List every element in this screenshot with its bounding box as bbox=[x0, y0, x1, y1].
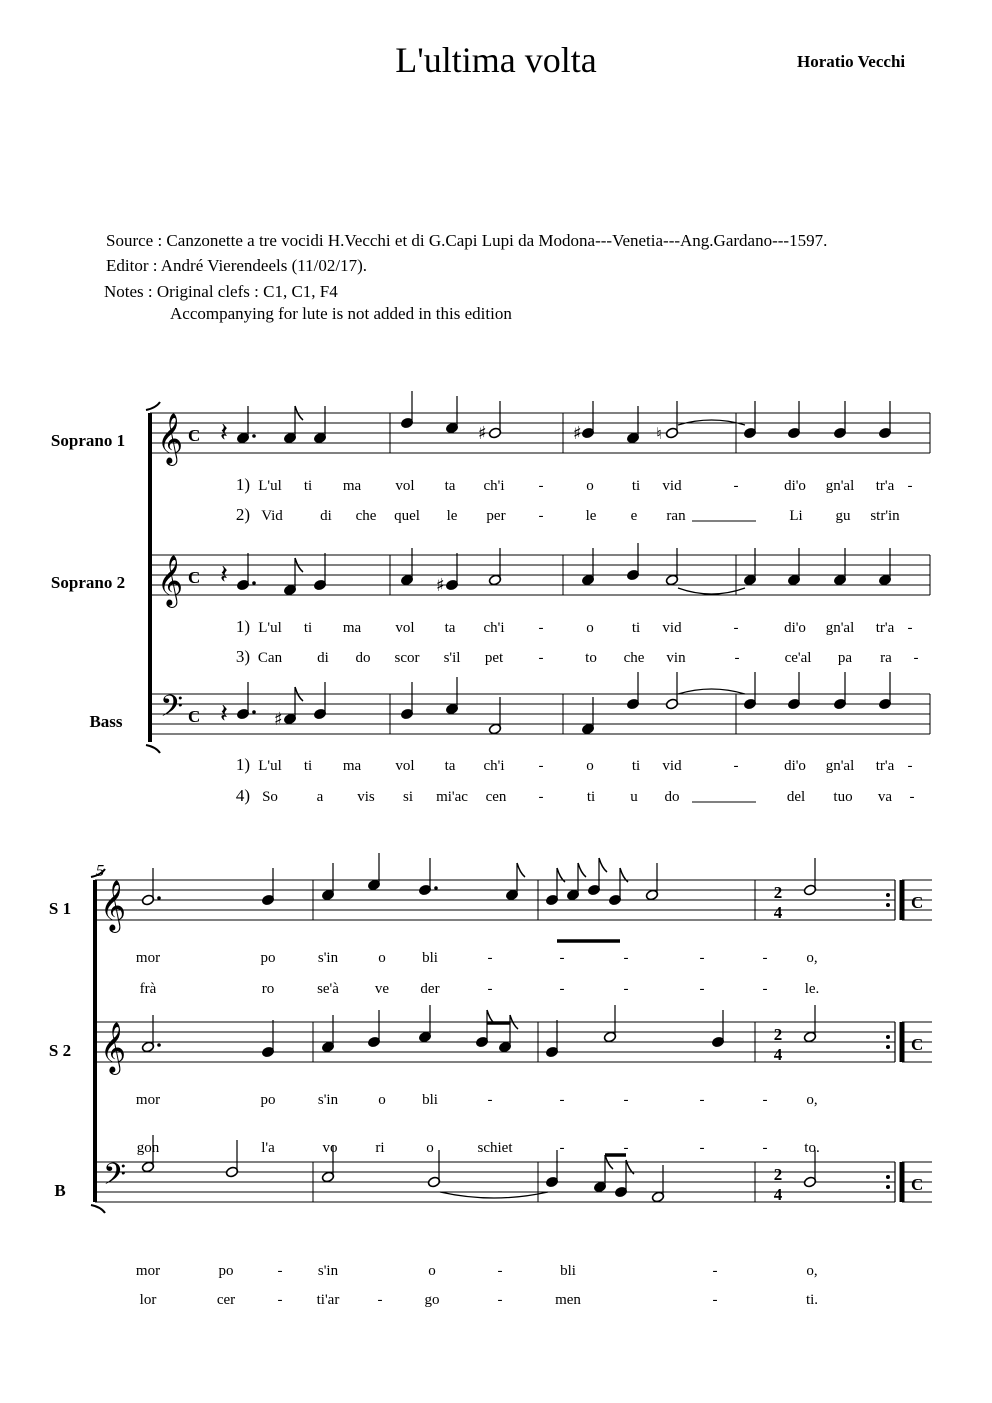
lyric-syllable: do bbox=[664, 789, 680, 805]
lyric-syllable: men bbox=[555, 1292, 581, 1308]
time-sig-bottom: 4 bbox=[773, 1045, 783, 1064]
lyric-syllable: str'in bbox=[870, 508, 900, 524]
verse-number: 1) bbox=[235, 755, 250, 774]
bracket-top bbox=[146, 402, 160, 410]
note bbox=[711, 1010, 725, 1048]
quarter-rest-icon: 𝄽 bbox=[220, 699, 228, 729]
lyric-syllable: - bbox=[559, 950, 565, 966]
lyric-syllable: po bbox=[218, 1263, 234, 1279]
composer-name: Horatio Vecchi bbox=[797, 52, 906, 71]
lyric-syllable: Vid bbox=[261, 508, 283, 524]
common-time-sign: C bbox=[911, 893, 924, 912]
note bbox=[743, 548, 757, 586]
lyric-syllable: tuo bbox=[833, 789, 853, 805]
staff-3 bbox=[150, 694, 930, 734]
lyric-syllable: ti bbox=[631, 478, 641, 494]
lyric-syllable: pa bbox=[837, 650, 853, 666]
part-name: Soprano 1 bbox=[50, 431, 126, 450]
sharp-accidental: ♯ bbox=[478, 423, 487, 444]
lyric-syllable: e bbox=[630, 508, 638, 524]
lyric-syllable: - bbox=[907, 478, 913, 494]
repeat-dot bbox=[886, 893, 890, 897]
lyric-syllable: ma bbox=[342, 758, 362, 774]
lyric-syllable: a bbox=[316, 789, 324, 805]
lyric-syllable: gn'al bbox=[825, 620, 855, 636]
lyric-syllable: - bbox=[712, 1263, 718, 1279]
lyric-syllable: - bbox=[913, 650, 919, 666]
repeat-dot bbox=[886, 1045, 890, 1049]
note bbox=[367, 1010, 381, 1048]
lyric-syllable: - bbox=[487, 981, 493, 997]
note bbox=[321, 863, 335, 901]
note bbox=[400, 548, 414, 586]
lyric-syllable: o bbox=[426, 1140, 434, 1156]
lyric-syllable: - bbox=[762, 981, 768, 997]
time-sig-top: 2 bbox=[773, 1165, 783, 1184]
note bbox=[400, 391, 414, 429]
lyric-syllable: o bbox=[586, 620, 594, 636]
lyric-syllable: o bbox=[428, 1263, 436, 1279]
lyric-syllable: - bbox=[623, 1140, 629, 1156]
note bbox=[445, 677, 459, 715]
lyric-syllable: s'in bbox=[317, 950, 339, 966]
lyric-syllable: po bbox=[260, 950, 276, 966]
lyric-syllable: cen bbox=[485, 789, 507, 805]
lyric-syllable: bli bbox=[422, 950, 438, 966]
lyric-syllable: - bbox=[623, 981, 629, 997]
verse-number: 1) bbox=[235, 617, 250, 636]
lyric-syllable: vo bbox=[322, 1140, 338, 1156]
lyric-syllable: s'il bbox=[443, 650, 461, 666]
note bbox=[418, 1005, 432, 1043]
lyric-syllable: - bbox=[277, 1263, 283, 1279]
verse-number: 3) bbox=[235, 647, 250, 666]
lyric-syllable: vin bbox=[666, 650, 686, 666]
note bbox=[626, 672, 640, 710]
lyric-syllable: tr'a bbox=[875, 758, 895, 774]
note bbox=[581, 401, 595, 439]
lyric-syllable: ta bbox=[444, 478, 456, 494]
lyric-syllable: - bbox=[907, 758, 913, 774]
note bbox=[878, 401, 892, 439]
lyric-syllable: - bbox=[538, 758, 544, 774]
note bbox=[445, 553, 459, 591]
notes-line-2: Accompanying for lute is not added in this edition bbox=[170, 304, 512, 323]
lyric-syllable: vis bbox=[357, 789, 375, 805]
note bbox=[593, 1155, 613, 1193]
lyric-syllable: o bbox=[586, 478, 594, 494]
lyric-syllable: ro bbox=[261, 981, 275, 997]
lyric-syllable: - bbox=[733, 758, 739, 774]
part-name: B bbox=[54, 1181, 66, 1200]
note bbox=[488, 548, 502, 586]
lyric-syllable: ti bbox=[303, 758, 313, 774]
staff-2 bbox=[150, 555, 930, 595]
lyric-syllable: gn'al bbox=[825, 478, 855, 494]
repeat-dot bbox=[886, 1185, 890, 1189]
bass-clef-icon: 𝄢 bbox=[103, 1158, 127, 1199]
lyric-syllable: ti bbox=[631, 758, 641, 774]
lyric-syllable: ta bbox=[444, 758, 456, 774]
lyric-syllable: ti bbox=[586, 789, 596, 805]
lyric-syllable: do bbox=[355, 650, 371, 666]
lyric-syllable: - bbox=[907, 620, 913, 636]
lyric-syllable: di'o bbox=[784, 620, 806, 636]
repeat-dot bbox=[886, 903, 890, 907]
editor-line: Editor : André Vierendeels (11/02/17). bbox=[106, 256, 368, 275]
lyric-syllable: ch'i bbox=[483, 478, 505, 494]
note bbox=[878, 672, 892, 710]
lyric-syllable: - bbox=[538, 650, 544, 666]
note bbox=[787, 548, 801, 586]
lyric-syllable: vid bbox=[662, 478, 682, 494]
note bbox=[581, 697, 595, 735]
lyric-syllable: po bbox=[260, 1092, 276, 1108]
lyric-syllable: che bbox=[355, 508, 377, 524]
common-time-sign: C bbox=[188, 707, 201, 726]
lyric-syllable: o bbox=[378, 950, 386, 966]
lyric-syllable: - bbox=[277, 1292, 283, 1308]
treble-clef-icon: 𝄞 bbox=[157, 555, 184, 606]
common-time-sign: C bbox=[911, 1175, 924, 1194]
note bbox=[581, 548, 595, 586]
lyric-syllable: pet bbox=[484, 650, 504, 666]
lyric-syllable: del bbox=[786, 789, 806, 805]
lyric-syllable: - bbox=[538, 620, 544, 636]
lyric-syllable: der bbox=[420, 981, 440, 997]
note bbox=[225, 1140, 239, 1178]
lyric-syllable: se'à bbox=[317, 981, 339, 997]
lyric-syllable: - bbox=[377, 1292, 383, 1308]
lyric-syllable: to. bbox=[804, 1140, 820, 1156]
natural-accidental: ♮ bbox=[656, 424, 662, 443]
lyric-syllable: - bbox=[909, 789, 915, 805]
lyric-syllable: ve bbox=[374, 981, 390, 997]
lyric-syllable: di'o bbox=[784, 478, 806, 494]
lyric-syllable: ti bbox=[303, 478, 313, 494]
lyric-syllable: ce'al bbox=[784, 650, 812, 666]
lyric-syllable: go bbox=[424, 1292, 440, 1308]
lyric-syllable: - bbox=[762, 950, 768, 966]
lyric-syllable: frà bbox=[139, 981, 157, 997]
notes-line: Notes : Original clefs : C1, C1, F4 bbox=[104, 282, 338, 301]
measure-number: 5 bbox=[95, 861, 105, 880]
note bbox=[743, 401, 757, 439]
quarter-rest-icon: 𝄽 bbox=[220, 560, 228, 590]
lyric-syllable: - bbox=[497, 1292, 503, 1308]
lyric-syllable: ti bbox=[631, 620, 641, 636]
treble-clef-icon: 𝄞 bbox=[100, 880, 127, 931]
lyric-syllable: le bbox=[446, 508, 458, 524]
lyric-syllable: ti. bbox=[805, 1292, 819, 1308]
bracket-bottom bbox=[91, 1205, 105, 1213]
note bbox=[321, 1015, 335, 1053]
note bbox=[283, 558, 303, 596]
lyric-syllable: - bbox=[487, 950, 493, 966]
lyric-syllable: - bbox=[699, 1092, 705, 1108]
lyric-syllable: ri bbox=[375, 1140, 385, 1156]
time-sig-top: 2 bbox=[773, 1025, 783, 1044]
lyric-syllable: L'ul bbox=[258, 478, 282, 494]
lyric-syllable: lor bbox=[139, 1292, 157, 1308]
lyric-syllable: ran bbox=[666, 508, 686, 524]
lyric-syllable: Can bbox=[257, 650, 283, 666]
sharp-accidental: ♯ bbox=[436, 575, 445, 596]
time-sig-top: 2 bbox=[773, 883, 783, 902]
lyric-syllable: - bbox=[734, 650, 740, 666]
note bbox=[488, 401, 502, 439]
lyric-syllable: mor bbox=[135, 1263, 161, 1279]
lyric-syllable: di bbox=[320, 508, 332, 524]
note bbox=[833, 672, 847, 710]
lyric-syllable: - bbox=[559, 1140, 565, 1156]
lyric-syllable: - bbox=[699, 1140, 705, 1156]
lyric-syllable: bli bbox=[560, 1263, 576, 1279]
lyric-syllable: - bbox=[733, 620, 739, 636]
verse-number: 1) bbox=[235, 475, 250, 494]
quarter-rest-icon: 𝄽 bbox=[220, 418, 228, 448]
lyric-syllable: le bbox=[585, 508, 597, 524]
lyric-syllable: - bbox=[623, 1092, 629, 1108]
note bbox=[665, 401, 679, 439]
lyric-syllable: vol bbox=[395, 758, 415, 774]
lyric-syllable: - bbox=[559, 981, 565, 997]
lyric-syllable: vol bbox=[395, 620, 415, 636]
lyric-syllable: tr'a bbox=[875, 478, 895, 494]
source-line: Source : Canzonette a tre vocidi H.Vecchi et di G.Capi Lupi da Modona---Venetia---Ang.Gardano---1597. bbox=[106, 231, 828, 250]
lyric-syllable: - bbox=[487, 1092, 493, 1108]
note bbox=[665, 548, 679, 586]
note bbox=[261, 1020, 275, 1058]
note bbox=[261, 868, 275, 906]
lyric-syllable: si bbox=[402, 789, 414, 805]
lyric-syllable: mor bbox=[135, 1092, 161, 1108]
note bbox=[743, 672, 757, 710]
note bbox=[665, 672, 679, 710]
bass-clef-icon: 𝄢 bbox=[160, 690, 184, 731]
note bbox=[488, 697, 502, 735]
note bbox=[833, 548, 847, 586]
common-time-sign: C bbox=[911, 1035, 924, 1054]
note bbox=[626, 543, 640, 581]
lyric-syllable: ch'i bbox=[483, 758, 505, 774]
lyric-syllable: di bbox=[317, 650, 329, 666]
verse-number: 4) bbox=[235, 786, 250, 805]
note bbox=[445, 396, 459, 434]
note bbox=[141, 1015, 161, 1053]
verse-number: 2) bbox=[235, 505, 250, 524]
sharp-accidental: ♯ bbox=[573, 423, 582, 444]
lyric-syllable: - bbox=[762, 1140, 768, 1156]
lyric-syllable: mi'ac bbox=[436, 789, 468, 805]
lyric-syllable: che bbox=[623, 650, 645, 666]
note bbox=[505, 863, 525, 901]
lyric-syllable: s'in bbox=[317, 1263, 339, 1279]
sharp-accidental: ♯ bbox=[274, 709, 283, 730]
lyric-syllable: ma bbox=[342, 478, 362, 494]
lyric-syllable: L'ul bbox=[258, 620, 282, 636]
lyric-syllable: o, bbox=[806, 1263, 818, 1279]
note bbox=[236, 406, 256, 444]
lyric-syllable: o bbox=[378, 1092, 386, 1108]
tie bbox=[678, 689, 745, 694]
lyric-syllable: ta bbox=[444, 620, 456, 636]
tie bbox=[678, 588, 745, 594]
lyric-syllable: ch'i bbox=[483, 620, 505, 636]
lyric-syllable: va bbox=[877, 789, 893, 805]
lyric-syllable: tr'a bbox=[875, 620, 895, 636]
lyric-syllable: vid bbox=[662, 758, 682, 774]
lyric-syllable: - bbox=[559, 1092, 565, 1108]
lyric-syllable: u bbox=[630, 789, 638, 805]
lyric-syllable: Li bbox=[789, 508, 803, 524]
note bbox=[498, 1015, 518, 1053]
lyric-syllable: - bbox=[712, 1292, 718, 1308]
lyric-syllable: - bbox=[699, 950, 705, 966]
lyric-syllable: So bbox=[262, 789, 278, 805]
repeat-dot bbox=[886, 1035, 890, 1039]
lyric-syllable: ma bbox=[342, 620, 362, 636]
note bbox=[545, 1150, 559, 1188]
common-time-sign: C bbox=[188, 426, 201, 445]
lyric-syllable: schiet bbox=[477, 1140, 513, 1156]
note bbox=[367, 853, 381, 891]
lyric-syllable: to bbox=[585, 650, 597, 666]
lyric-syllable: - bbox=[497, 1263, 503, 1279]
note bbox=[603, 1005, 617, 1043]
note bbox=[400, 682, 414, 720]
note bbox=[283, 406, 303, 444]
lyric-syllable: ra bbox=[880, 650, 892, 666]
staff-1 bbox=[150, 413, 930, 453]
lyric-syllable: vid bbox=[662, 620, 682, 636]
tie bbox=[440, 1192, 548, 1198]
lyric-syllable: per bbox=[486, 508, 506, 524]
lyric-syllable: mor bbox=[135, 950, 161, 966]
time-sig-bottom: 4 bbox=[773, 903, 783, 922]
lyric-syllable: o, bbox=[806, 1092, 818, 1108]
note bbox=[803, 1005, 817, 1043]
note bbox=[626, 406, 640, 444]
lyric-syllable: le. bbox=[804, 981, 820, 997]
part-name: S 2 bbox=[48, 1041, 72, 1060]
lyric-syllable: l'a bbox=[261, 1140, 275, 1156]
note bbox=[283, 687, 303, 725]
treble-clef-icon: 𝄞 bbox=[157, 413, 184, 464]
lyric-syllable: cer bbox=[216, 1292, 236, 1308]
note bbox=[787, 401, 801, 439]
note bbox=[313, 553, 327, 591]
note bbox=[313, 682, 327, 720]
lyric-syllable: gn'al bbox=[825, 758, 855, 774]
lyric-syllable: di'o bbox=[784, 758, 806, 774]
note bbox=[787, 672, 801, 710]
lyric-syllable: o bbox=[586, 758, 594, 774]
note bbox=[651, 1165, 665, 1203]
repeat-dot bbox=[886, 1175, 890, 1179]
note bbox=[645, 863, 659, 901]
lyric-syllable: - bbox=[733, 478, 739, 494]
lyric-syllable: vol bbox=[395, 478, 415, 494]
common-time-sign: C bbox=[188, 568, 201, 587]
lyric-syllable: - bbox=[699, 981, 705, 997]
note bbox=[833, 401, 847, 439]
note bbox=[313, 406, 327, 444]
note bbox=[545, 1020, 559, 1058]
lyric-syllable: ti bbox=[303, 620, 313, 636]
note bbox=[878, 548, 892, 586]
lyric-syllable: gon bbox=[136, 1140, 160, 1156]
lyric-syllable: quel bbox=[394, 508, 420, 524]
part-name: Soprano 2 bbox=[50, 573, 126, 592]
lyric-syllable: bli bbox=[422, 1092, 438, 1108]
lyric-syllable: - bbox=[538, 478, 544, 494]
lyric-syllable: ti'ar bbox=[316, 1292, 340, 1308]
lyric-syllable: - bbox=[762, 1092, 768, 1108]
part-name: S 1 bbox=[48, 899, 72, 918]
lyric-syllable: - bbox=[538, 789, 544, 805]
time-sig-bottom: 4 bbox=[773, 1185, 783, 1204]
lyric-syllable: L'ul bbox=[258, 758, 282, 774]
note bbox=[803, 858, 817, 896]
part-name: Bass bbox=[89, 712, 123, 731]
lyric-syllable: s'in bbox=[317, 1092, 339, 1108]
note bbox=[566, 863, 586, 901]
piece-title: L'ultima volta bbox=[395, 40, 597, 80]
bracket-bottom bbox=[146, 745, 160, 753]
lyric-syllable: - bbox=[623, 950, 629, 966]
treble-clef-icon: 𝄞 bbox=[100, 1022, 127, 1073]
lyric-syllable: - bbox=[538, 508, 544, 524]
lyric-syllable: o, bbox=[806, 950, 818, 966]
lyric-syllable: scor bbox=[394, 650, 420, 666]
lyric-syllable: gu bbox=[835, 508, 851, 524]
